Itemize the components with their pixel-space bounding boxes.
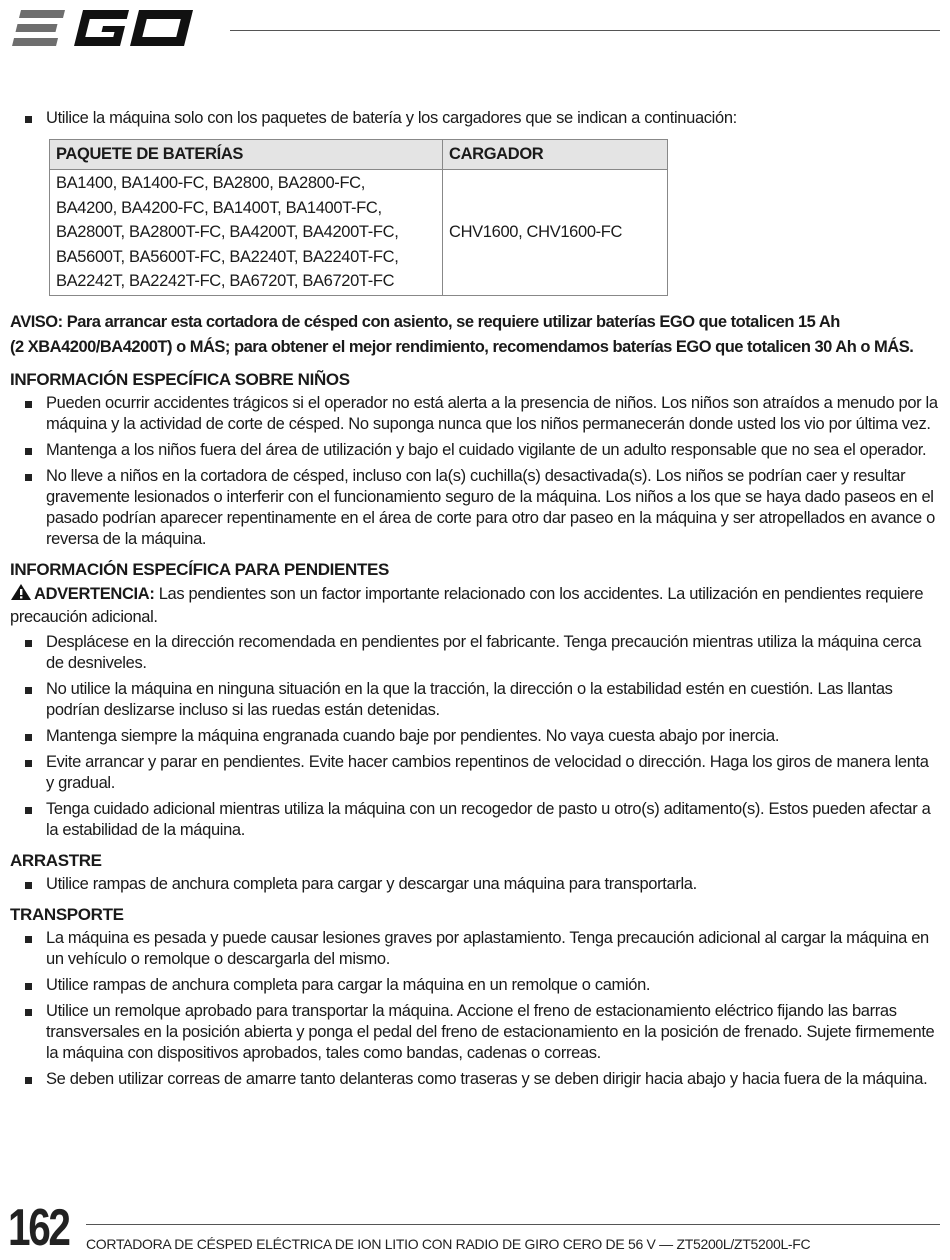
list-item: Utilice rampas de anchura completa para cargar y descargar una máquina para transportarla. [10, 874, 940, 895]
slopes-warning [10, 583, 940, 628]
battery-line: BA5600T, BA5600T-FC, BA2240T, BA2240T-FC, [56, 247, 399, 266]
list-item: No utilice la máquina en ninguna situación en la que la tracción, la dirección o la estabilidad estén en cuestión. Las llantas podrían deslizarse incluso si las ruedas están detenidas. [10, 679, 940, 721]
list-item: Mantenga siempre la máquina engranada cuando baje por pendientes. No vaya cuesta abajo por inercia. [10, 726, 940, 747]
ego-logo [10, 6, 215, 57]
table-header-charger: CARGADOR [443, 140, 668, 170]
page-header [0, 0, 950, 60]
battery-line: BA2800T, BA2800T-FC, BA4200T, BA4200T-FC, [56, 223, 399, 241]
warning-triangle-icon [10, 583, 32, 607]
towing-heading: ARRASTRE [10, 850, 102, 870]
footer-title: CORTADORA DE CÉSPED ELÉCTRICA DE ION LITIO CON RADIO DE GIRO CERO DE 56 V — ZT5200L/ZT5200L-FC [86, 1236, 811, 1252]
intro-bullet: Utilice la máquina solo con los paquetes de batería y los cargadores que se indican a continuación: [10, 108, 940, 129]
table-header-batteries: PAQUETE DE BATERÍAS [50, 140, 443, 170]
list-item: Mantenga a los niños fuera del área de utilización y bajo el cuidado vigilante de un adulto responsable que no sea el operador. [10, 440, 940, 461]
charger-cell: CHV1600, CHV1600-FC [443, 170, 668, 296]
list-item: Evite arrancar y parar en pendientes. Evite hacer cambios repentinos de velocidad o dirección. Haga los giros de manera lenta y gradual. [10, 752, 940, 794]
page-footer [0, 1196, 950, 1260]
list-item: La máquina es pesada y puede causar lesiones graves por aplastamiento. Tenga precaución adicional al cargar la máquina en un vehículo o remolque o descargarla del mismo. [10, 928, 940, 970]
page-content [10, 108, 940, 1095]
list-item: Se deben utilizar correas de amarre tanto delanteras como traseras y se deben dirigir hacia abajo y hacia fuera de la máquina. [10, 1069, 940, 1090]
page-number: 162 [8, 1199, 69, 1257]
battery-line: BA4200, BA4200-FC, BA1400T, BA1400T-FC, [56, 198, 382, 217]
footer-rule [86, 1224, 940, 1225]
warning-text: Las pendientes son un factor importante relacionado con los accidentes. La utilización en pendientes requiere precaución adicional. [10, 584, 924, 626]
notice-line-1: Para arrancar esta cortadora de césped con asiento, se requiere utilizar baterías EGO que totalicen 15 Ah [62, 312, 840, 331]
transport-heading: TRANSPORTE [10, 904, 124, 924]
battery-list-cell [50, 170, 443, 296]
notice-line-2: (2 XBA4200/BA4200T) o MÁS; para obtener el mejor rendimiento, recomendamos baterías EGO que totalicen 30 Ah o MÁS. [10, 337, 914, 356]
notice-block [10, 310, 940, 360]
warning-label: ADVERTENCIA: [34, 584, 155, 603]
battery-line: BA1400, BA1400-FC, BA2800, BA2800-FC, [56, 174, 365, 192]
list-item: No lleve a niños en la cortadora de césped, incluso con la(s) cuchilla(s) desactivada(s). Los niños se podrían caer y resultar gravemente lesionados o interferir con el funcionamiento seguro de la máquina. Los niños a los que se haya dado paseos en el pasado podrían aparecer repentinamente en el área de corte para otro dar paseo en la máquina y ser atropellados en avance o reversa de la máquina. [10, 466, 940, 550]
list-item: Pueden ocurrir accidentes trágicos si el operador no está alerta a la presencia de niños. Los niños son atraídos a menudo por la máquina y la actividad de corte de césped. No suponga nunca que los niños permanecerán donde usted los vio por última vez. [10, 393, 940, 435]
notice-label: AVISO: [10, 312, 63, 331]
slopes-heading: INFORMACIÓN ESPECÍFICA PARA PENDIENTES [10, 559, 389, 579]
battery-line: BA2242T, BA2242T-FC, BA6720T, BA6720T-FC [56, 272, 395, 290]
battery-charger-table [49, 139, 668, 296]
list-item: Utilice un remolque aprobado para transportar la máquina. Accione el freno de estacionamiento eléctrico fijando las barras transversales en la posición abierta y ponga el pedal del freno de estacionamiento en la posición de frenado. Sujete firmemente la máquina con dispositivos aprobados, tales como bandas, cadenas o correas. [10, 1001, 940, 1064]
list-item: Utilice rampas de anchura completa para cargar la máquina en un remolque o camión. [10, 975, 940, 996]
list-item: Tenga cuidado adicional mientras utiliza la máquina con un recogedor de pasto u otro(s) aditamento(s). Estos pueden afectar a la estabilidad de la máquina. [10, 799, 940, 841]
list-item: Desplácese en la dirección recomendada en pendientes por el fabricante. Tenga precaución mientras utiliza la máquina cerca de desniveles. [10, 632, 940, 674]
children-heading: INFORMACIÓN ESPECÍFICA SOBRE NIÑOS [10, 369, 350, 389]
header-rule [230, 30, 940, 31]
